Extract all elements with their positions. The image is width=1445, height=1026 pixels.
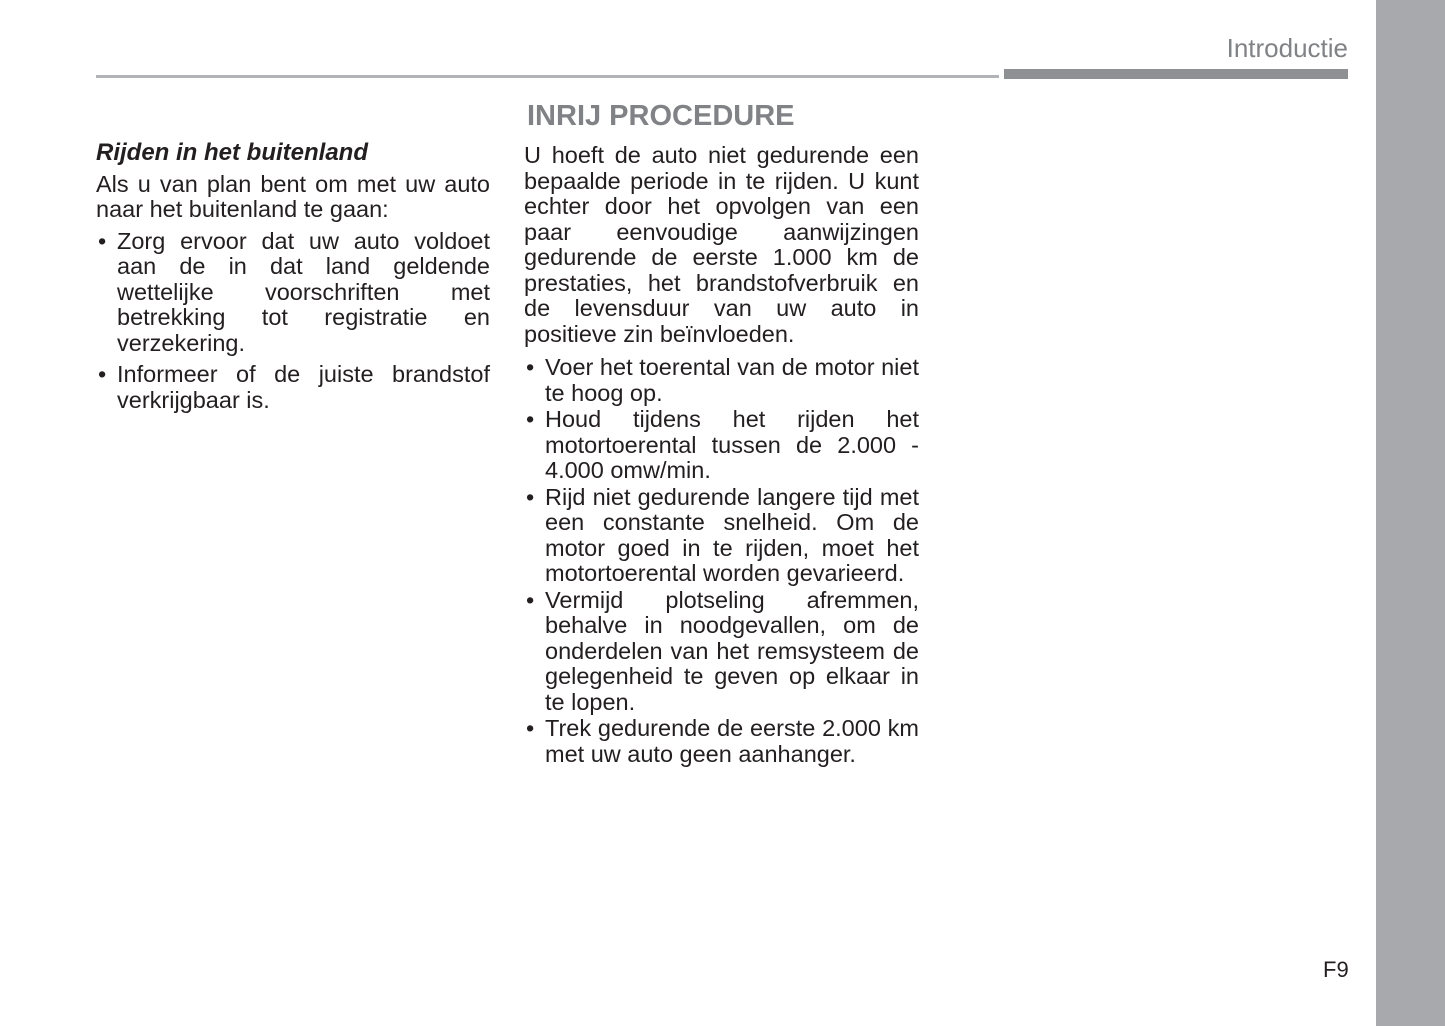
list-item: • Informeer of de juiste brandstof verkrijgbaar is. bbox=[96, 362, 490, 413]
list-item: • Voer het toerental van de motor niet te hoog op. bbox=[524, 355, 919, 406]
inrij-list bbox=[524, 355, 919, 767]
header-rule bbox=[96, 75, 999, 78]
abroad-list bbox=[96, 229, 490, 414]
section-title: Introductie bbox=[1226, 33, 1348, 63]
inrij-procedure-heading: INRIJ PROCEDURE bbox=[527, 100, 795, 132]
list-item: • Houd tijdens het rijden het motortoerental tussen de 2.000 - 4.000 omw/min. bbox=[524, 407, 919, 484]
abroad-heading: Rijden in het buitenland bbox=[96, 139, 368, 166]
list-item: • Vermijd plotseling afremmen, behalve in noodgevallen, om de onderdelen van het remsysteem de gelegenheid te geven op elkaar in te lopen. bbox=[524, 588, 919, 716]
right-column bbox=[524, 143, 919, 768]
page-number: F9 bbox=[1323, 957, 1349, 982]
list-item: • Trek gedurende de eerste 2.000 km met uw auto geen aanhanger. bbox=[524, 716, 919, 767]
inrij-intro: U hoeft de auto niet gedurende een bepaalde periode in te rijden. U kunt echter door het opvolgen van een paar eenvoudige aanwijzingen gedurende de eerste 1.000 km de prestaties, het brandstofverbruik en de levensduur van uw auto in positieve zin beïnvloeden. bbox=[524, 142, 919, 347]
list-item: • Rijd niet gedurende langere tijd met een constante snelheid. Om de motor goed in te rijden, moet het motortoerental worden gevarieerd. bbox=[524, 485, 919, 587]
side-tab bbox=[1376, 0, 1445, 1026]
header-rule-accent bbox=[1004, 69, 1348, 79]
list-item: • Zorg ervoor dat uw auto voldoet aan de in dat land geldende wettelijke voorschriften met betrekking tot registratie en verzekering. bbox=[96, 229, 490, 357]
abroad-intro: Als u van plan bent om met uw auto naar het buitenland te gaan: bbox=[96, 170, 490, 222]
left-column bbox=[96, 140, 490, 419]
